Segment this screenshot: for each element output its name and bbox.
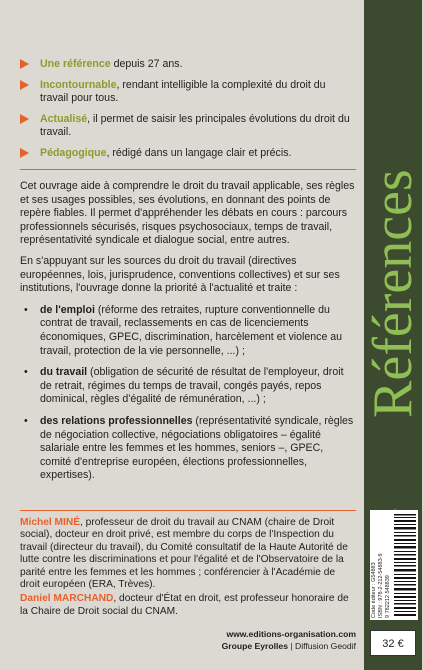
distributor: Diffusion Geodif <box>295 641 356 651</box>
arrow-icon <box>20 148 29 158</box>
topic-item: • du travail (obligation de sécurité de résultat de l'employeur, droit de retrait, régimes du temps de travail, congés payés, repos dominical, règles d'égalité de rémunération, ...) ; <box>24 366 344 406</box>
author-bio: Michel MINÉ, professeur de droit du travail au CNAM (chaire de Droit social), docteur en droit privé, est membre du corps de l'Inspection du travail (directeur du travail), du Comité consultatif de la Haute Autorité de lutte contre les discriminations et pour l'égalité et de l'Observatoire de la parité entre les femmes et les hommes ; conférencier à l'Académie de droit européen (ERA, Trèves). <box>20 517 348 591</box>
barcode-digits: 9 782212 548839 <box>385 575 391 618</box>
topic-item: • de l'emploi (réforme des retraites, rupture conventionnelle du contrat de travail, reclassements en cas de licenciements économiques, GPEC, discrimination, harcèlement et violence au travail, protection de la vie personnelle, ...) ; <box>24 303 343 357</box>
divider <box>20 510 356 511</box>
topic-item: • des relations professionnelles (représentativité syndicale, règles de négociation collective, négociations obligatoires – égalité salariale entre les femmes et les hommes, seniors –, GPEC, comité d'entreprise européen, élections professionnelles, expertises). <box>24 414 354 482</box>
arrow-icon <box>20 114 29 124</box>
feature-item: Pédagogique, rédigé dans un langage clair et précis. <box>20 147 356 160</box>
collection-title: Références <box>362 169 424 418</box>
publisher-code: Code éditeur : G54883 <box>371 562 377 618</box>
divider <box>20 169 356 170</box>
feature-list <box>20 58 356 168</box>
feature-item: Actualisé, il permet de saisir les principales évolutions du droit du travail. <box>20 113 356 139</box>
price-tag: 32 € <box>370 630 416 656</box>
topics-list <box>20 304 356 483</box>
barcode-bars <box>394 514 416 616</box>
feature-item: Incontournable, rendant intelligible la complexité du droit du travail pour tous. <box>20 79 356 105</box>
sources-paragraph: En s'appuyant sur les sources du droit du travail (directives européennes, lois, jurisprudence, conventions collectives) et sur ses institutions, l'ouvrage donne la priorité à l'actualité et traite : <box>20 254 340 295</box>
barcode-text <box>371 512 395 618</box>
authors <box>20 517 356 618</box>
arrow-icon <box>20 59 29 69</box>
feature-item: Une référence depuis 27 ans. <box>20 58 356 71</box>
intro-paragraph: Cet ouvrage aide à comprendre le droit du travail applicable, ses règles et ses usages possibles, ses évolutions, en donnant des points de repère fiables. Il permet d'appréhender les débats en cours : parcours professionnels sécurisés, risques psychosociaux, temps de travail, représentativité syndicale et dialogue social, entre autres. <box>20 180 355 247</box>
description <box>20 180 356 491</box>
publisher-name: Groupe Eyrolles <box>221 641 288 651</box>
isbn: ISBN : 978-2-212-54883-9 <box>378 553 384 618</box>
arrow-icon <box>20 80 29 90</box>
publisher-footer: www.editions-organisation.com Groupe Eyrolles | Diffusion Geodif <box>221 629 356 651</box>
publisher-url[interactable]: www.editions-organisation.com <box>226 629 356 639</box>
author-bio: Daniel MARCHAND, docteur d'État en droit, est professeur honoraire de la Chaire de Droit social du CNAM. <box>20 593 349 617</box>
